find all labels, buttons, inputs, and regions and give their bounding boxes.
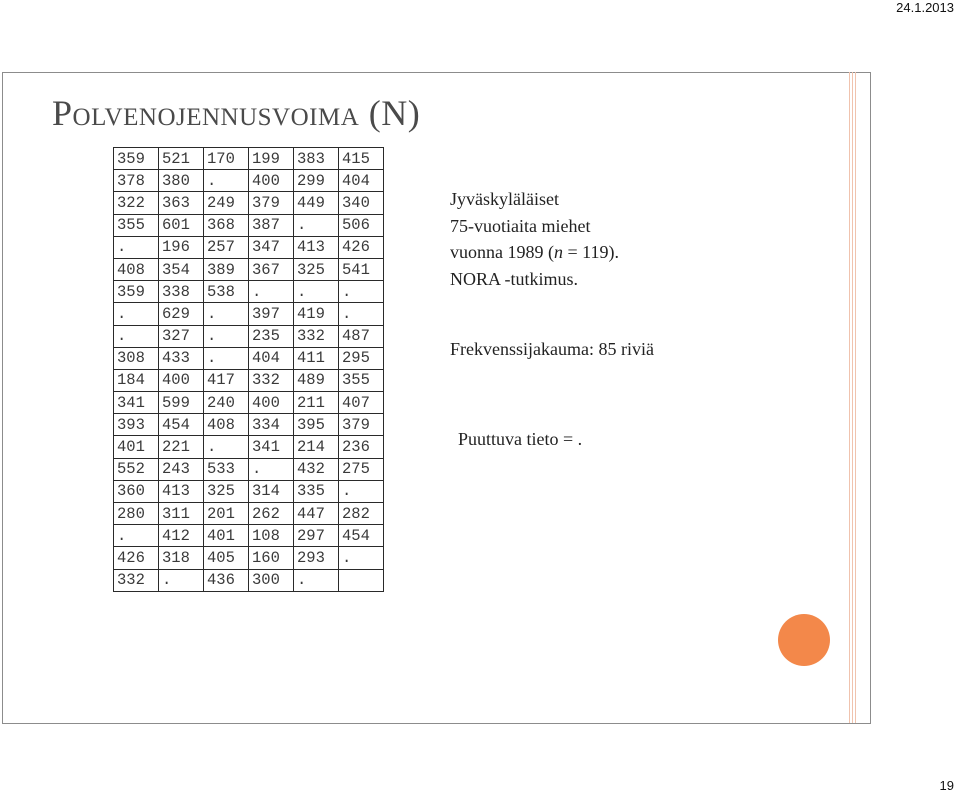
table-cell: 449 (294, 192, 339, 214)
table-cell: 379 (339, 414, 384, 436)
table-row (114, 303, 384, 325)
table-cell: 533 (204, 458, 249, 480)
table-cell: 308 (114, 347, 159, 369)
table-cell: . (249, 281, 294, 303)
table-cell: 355 (114, 214, 159, 236)
table-row (114, 569, 384, 591)
table-cell: 243 (159, 458, 204, 480)
table-cell: 325 (204, 480, 249, 502)
table-cell: 629 (159, 303, 204, 325)
table-cell: 419 (294, 303, 339, 325)
table-cell: 280 (114, 503, 159, 525)
data-table (113, 147, 384, 592)
table-cell: 489 (294, 369, 339, 391)
description-line: 75-vuotiaita miehet (450, 215, 591, 236)
table-cell: 199 (249, 148, 294, 170)
description (450, 186, 619, 292)
table-cell: 426 (339, 236, 384, 258)
table-cell: 412 (159, 525, 204, 547)
table-cell: 236 (339, 436, 384, 458)
table-cell: 295 (339, 347, 384, 369)
table-cell: 432 (294, 458, 339, 480)
table-cell: 436 (204, 569, 249, 591)
table-cell: 282 (339, 503, 384, 525)
table-cell: 400 (159, 369, 204, 391)
table-cell: 340 (339, 192, 384, 214)
slide-stripe (849, 72, 850, 723)
table-cell: 413 (294, 236, 339, 258)
table-cell: 160 (249, 547, 294, 569)
table-cell: 297 (294, 525, 339, 547)
table-cell: 415 (339, 148, 384, 170)
description-line: Jyväskyläläiset (450, 189, 559, 209)
table-cell: . (204, 325, 249, 347)
table-cell: . (114, 303, 159, 325)
table-cell: 338 (159, 281, 204, 303)
table-cell: 332 (294, 325, 339, 347)
table-row (114, 347, 384, 369)
table-row (114, 258, 384, 280)
table-cell: 300 (249, 569, 294, 591)
table-cell: . (294, 214, 339, 236)
table-cell: . (339, 480, 384, 502)
table-cell: 249 (204, 192, 249, 214)
missing-note: Puuttuva tieto = . (458, 429, 583, 449)
table-cell: . (204, 170, 249, 192)
table-cell: 407 (339, 392, 384, 414)
table-cell: 417 (204, 369, 249, 391)
table-row (114, 547, 384, 569)
table-cell: . (249, 458, 294, 480)
slide-title (52, 92, 420, 134)
frequency-note: Frekvenssijakauma: 85 riviä (450, 339, 654, 359)
table-cell: 379 (249, 192, 294, 214)
description-line3-prefix: vuonna 1989 ( (450, 242, 554, 262)
table-cell: . (159, 569, 204, 591)
slide-stripe (855, 72, 856, 723)
table-cell: 325 (294, 258, 339, 280)
table-cell: 318 (159, 547, 204, 569)
table-cell: . (114, 236, 159, 258)
table-cell: 332 (249, 369, 294, 391)
decorative-circle (778, 614, 830, 666)
table-row (114, 525, 384, 547)
table-cell: 487 (339, 325, 384, 347)
table-row (114, 369, 384, 391)
table-cell: 322 (114, 192, 159, 214)
table-cell: 413 (159, 480, 204, 502)
slide-frame-left (2, 72, 3, 723)
table-row (114, 148, 384, 170)
table-row (114, 436, 384, 458)
table-cell: . (294, 569, 339, 591)
page-number: 19 (939, 778, 954, 793)
table-row (114, 503, 384, 525)
description-line: NORA -tutkimus. (450, 268, 579, 289)
table-cell: 397 (249, 303, 294, 325)
table-cell: 400 (249, 170, 294, 192)
table-cell: 196 (159, 236, 204, 258)
table-cell: 401 (204, 525, 249, 547)
table-row (114, 480, 384, 502)
table-cell: 262 (249, 503, 294, 525)
table-cell: 240 (204, 392, 249, 414)
title-smallcaps: OLVENOJENNUSVOIMA (72, 104, 360, 131)
table-cell (339, 569, 384, 591)
table-cell: 400 (249, 392, 294, 414)
table-cell: 299 (294, 170, 339, 192)
table-cell: 404 (339, 170, 384, 192)
table-cell: 541 (339, 258, 384, 280)
table-cell: 404 (249, 347, 294, 369)
table-cell: 355 (339, 369, 384, 391)
table-cell: 599 (159, 392, 204, 414)
table-cell: 433 (159, 347, 204, 369)
table-cell: 293 (294, 547, 339, 569)
table-cell: 257 (204, 236, 249, 258)
table-cell: 380 (159, 170, 204, 192)
table-cell: 221 (159, 436, 204, 458)
table-cell: 214 (294, 436, 339, 458)
table-cell: 354 (159, 258, 204, 280)
table-cell: 335 (294, 480, 339, 502)
table-cell: 506 (339, 214, 384, 236)
table-cell: 332 (114, 569, 159, 591)
table-cell: 378 (114, 170, 159, 192)
table-cell: 387 (249, 214, 294, 236)
table-cell: 538 (204, 281, 249, 303)
table-cell: 454 (339, 525, 384, 547)
table-cell: . (204, 347, 249, 369)
slide-stripe (852, 72, 853, 723)
table-cell: 408 (114, 258, 159, 280)
table-cell: 389 (204, 258, 249, 280)
table-cell: 347 (249, 236, 294, 258)
table-cell: . (114, 325, 159, 347)
slide-frame-top (2, 72, 870, 73)
title-initial: P (52, 93, 73, 133)
table-row (114, 192, 384, 214)
table-cell: 393 (114, 414, 159, 436)
table-cell: 408 (204, 414, 249, 436)
table-cell: 341 (114, 392, 159, 414)
table-cell: 211 (294, 392, 339, 414)
table-cell: 311 (159, 503, 204, 525)
table-cell: 383 (294, 148, 339, 170)
table-cell: 341 (249, 436, 294, 458)
table-cell: 327 (159, 325, 204, 347)
table-cell: 411 (294, 347, 339, 369)
table-cell: . (114, 525, 159, 547)
description-line3-suffix: = 119). (562, 242, 619, 262)
table-cell: . (294, 281, 339, 303)
table-cell: 521 (159, 148, 204, 170)
table-cell: . (339, 547, 384, 569)
table-cell: 235 (249, 325, 294, 347)
table-cell: 360 (114, 480, 159, 502)
table-cell: 359 (114, 281, 159, 303)
table-cell: . (204, 303, 249, 325)
table-cell: 395 (294, 414, 339, 436)
description-line (450, 239, 619, 266)
table-row (114, 281, 384, 303)
table-cell: 601 (159, 214, 204, 236)
table-cell: 426 (114, 547, 159, 569)
table-cell: 184 (114, 369, 159, 391)
table-row (114, 325, 384, 347)
table-cell: 170 (204, 148, 249, 170)
table-cell: 363 (159, 192, 204, 214)
table-cell: 405 (204, 547, 249, 569)
table-cell: . (204, 436, 249, 458)
table-cell: 447 (294, 503, 339, 525)
header-date: 24.1.2013 (896, 0, 954, 15)
table-cell: 367 (249, 258, 294, 280)
table-row (114, 170, 384, 192)
table-cell: 334 (249, 414, 294, 436)
description-n: n (553, 242, 563, 262)
table-cell: 368 (204, 214, 249, 236)
table-row (114, 236, 384, 258)
table-row (114, 392, 384, 414)
table-cell: 552 (114, 458, 159, 480)
table-cell: 359 (114, 148, 159, 170)
title-suffix: (N) (359, 93, 421, 133)
table-cell: 454 (159, 414, 204, 436)
table-cell: . (339, 303, 384, 325)
table-cell: 275 (339, 458, 384, 480)
table-cell: 314 (249, 480, 294, 502)
table-cell: 108 (249, 525, 294, 547)
table-cell: 401 (114, 436, 159, 458)
table-cell: 201 (204, 503, 249, 525)
table-row (114, 414, 384, 436)
table-row (114, 458, 384, 480)
table-cell: . (339, 281, 384, 303)
table-row (114, 214, 384, 236)
